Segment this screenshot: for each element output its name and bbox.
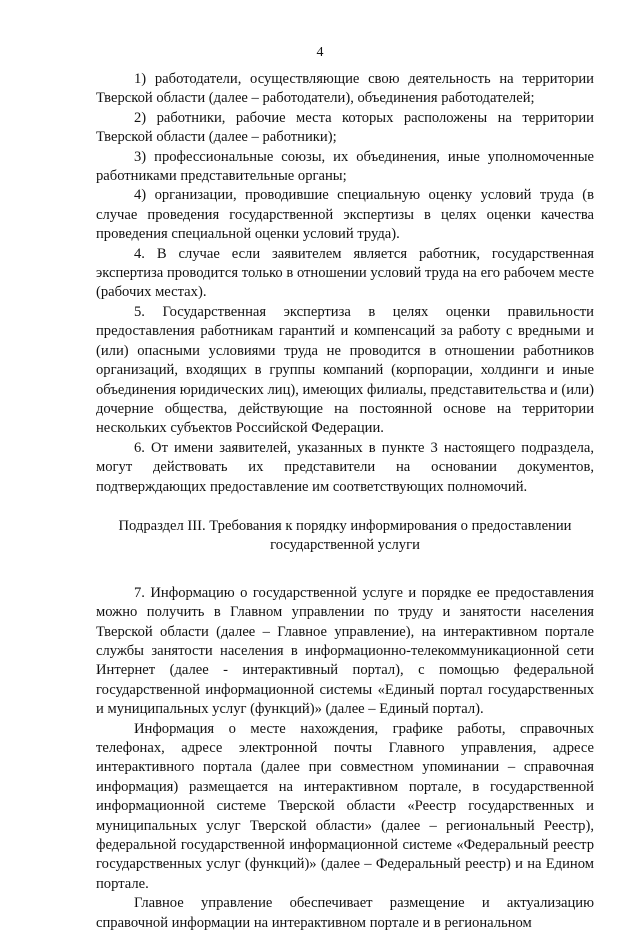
paragraph-reference-info: Информация о месте нахождения, графике работы, справочных телефонах, адресе электронной почты Главного управления, адресе интерактивного портала (далее при совместном упоминании – справочная информация) размещается на интерактивном портале, в государственной информационной системе Тверской области «Реестр государственных и муниципальных услуг Тверской области» (далее – региональный Реестр), федеральной государственной информационной системе «Федеральный реестр государственных услуг (функций)» (далее – Федеральный реестр) и на Едином портале.	[96, 720, 594, 892]
paragraph-clause-6: 6. От имени заявителей, указанных в пункте 3 настоящего подраздела, могут действовать их представители на основании документов, подтверждающих предоставление им соответствующих полномочий.	[96, 439, 594, 495]
paragraph-actualization: Главное управление обеспечивает размещение и актуализацию справочной информации на интерактивном портале и в региональном	[96, 895, 594, 931]
paragraph-item-1: 1) работодатели, осуществляющие свою деятельность на территории Тверской области (далее – работодатели), объединения работодателей;	[96, 71, 594, 107]
paragraph-clause-5: 5. Государственная экспертиза в целях оценки правильности предоставления работникам гарантий и компенсаций за работу с вредными и (или) опасными условиями труда не проводится в отношении работников организаций, входящих в группы компаний (корпорации, холдинги и иные объединения юридических лиц), имеющих филиалы, представительства и (или) дочерние общества, действующие на постоянной основе на территории нескольких субъектов Российской Федерации.	[96, 303, 594, 437]
subsection-heading-line-2: государственной услуги	[270, 537, 420, 554]
paragraph-item-3: 3) профессиональные союзы, их объединения, иные уполномоченные работниками представительные органы;	[96, 148, 594, 185]
paragraph-clause-7: 7. Информацию о государственной услуге и порядке ее предоставления можно получить в Главном управлении по труду и занятости населения Тверской области (далее – Главное управление), на интерактивном портале службы занятости населения в информационно-телекоммуникационной сети Интернет (далее - интерактивный портал), с помощью федеральной государственной информационной системы «Единый портал государственных и муниципальных услуг (функций)» (далее – Единый портал).	[96, 584, 594, 718]
paragraph-item-4: 4) организации, проводившие специальную оценку условий труда (в случае проведения государственной экспертизы в целях оценки качества проведения специальной оценки условий труда).	[96, 187, 594, 243]
paragraph-clause-4: 4. В случае если заявителем является работник, государственная экспертиза проводится только в отношении условий труда на его рабочем месте (рабочих местах).	[96, 245, 594, 301]
subsection-heading-line-1: Подраздел III. Требования к порядку информирования о предоставлении	[118, 517, 572, 534]
document-body	[96, 70, 594, 933]
subsection-heading	[96, 517, 594, 556]
paragraph-item-2: 2) работники, рабочие места которых расположены на территории Тверской области (далее – работники);	[96, 109, 594, 146]
page-number: 4	[316, 45, 324, 60]
